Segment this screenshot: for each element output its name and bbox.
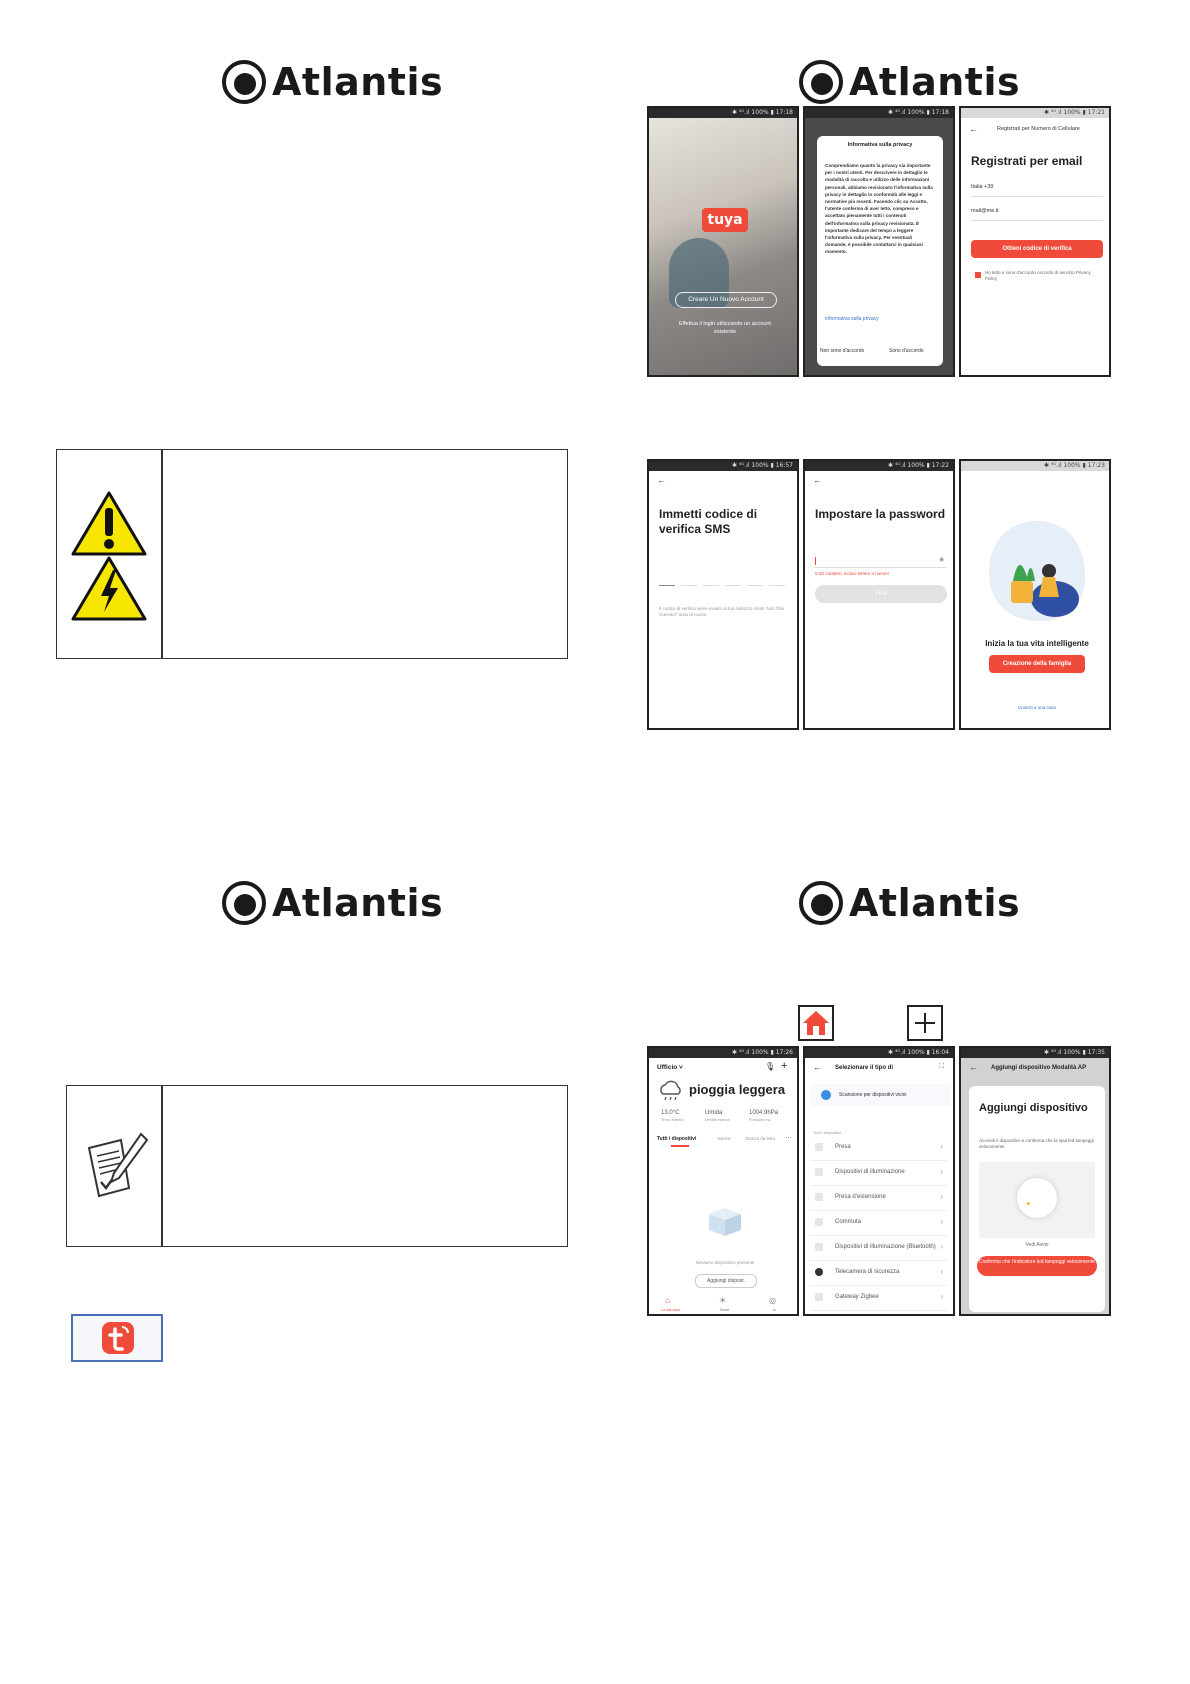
temp-label: Temp. esterna — [661, 1118, 684, 1122]
phone-welcome-home-screen — [959, 459, 1111, 730]
device-bulb-icon — [1017, 1178, 1057, 1218]
brand-logo — [799, 878, 1020, 928]
confirm-blink-button[interactable]: Conferma che l'indicatore led lampeggi velocemente — [977, 1256, 1097, 1276]
nav-me-label[interactable]: Io — [773, 1308, 776, 1312]
country-selector[interactable]: Italia +39 — [971, 184, 994, 190]
tuya-app-icon-frame — [71, 1314, 163, 1362]
mic-icon[interactable]: 🎙 — [765, 1062, 776, 1071]
power-strip-icon — [815, 1193, 823, 1201]
back-arrow-icon[interactable]: ← — [969, 124, 978, 134]
phone-welcome-screen — [647, 106, 799, 377]
chevron-right-icon: › — [940, 1242, 943, 1251]
privacy-dialog — [817, 136, 943, 366]
tab-all-devices[interactable]: Tutti i dispositivi — [657, 1136, 697, 1142]
logo-circle-icon — [799, 881, 843, 925]
nav-title: Selezionare il tipo di — [835, 1065, 894, 1071]
plus-icon-frame — [907, 1005, 943, 1041]
finish-button[interactable]: Fine — [815, 585, 947, 603]
brand-name: Atlantis — [849, 60, 1021, 104]
phone-home-screen — [647, 1046, 799, 1316]
sms-hint: Il codice di verifica viene inviato al tuo indirizzo email. Non l'hai ricevuto? Invia di nuovo — [659, 606, 784, 617]
page-title: Impostare la password — [815, 507, 946, 521]
add-device-card — [969, 1086, 1105, 1312]
tuya-app-icon — [101, 1321, 135, 1355]
logo-circle-icon — [222, 60, 266, 104]
nav-smart-icon[interactable]: ☀ — [719, 1296, 727, 1305]
status-bar: ✱ ⁴ᴳ.ıl 100% ▮ 17:35 — [961, 1048, 1109, 1058]
create-family-button[interactable]: Creazione della famiglia — [989, 655, 1085, 673]
bulb-icon — [815, 1168, 823, 1176]
warning-notice-box — [56, 449, 568, 659]
family-selector[interactable]: Ufficio ˅ — [657, 1064, 683, 1071]
status-bar: ✱ ⁴ᴳ.ıl 100% ▮ 17:23 — [961, 461, 1109, 471]
background-photo — [649, 118, 799, 377]
logo-circle-icon — [222, 881, 266, 925]
terms-text: Ho letto e sono d'accordo Accordo di servizio Privacy Policy — [985, 270, 1091, 281]
page-title: Inizia la tua vita intelligente — [985, 639, 1089, 648]
phone-privacy-screen — [803, 106, 955, 377]
warning-triangle-icon — [71, 490, 147, 622]
chevron-right-icon: › — [940, 1267, 943, 1276]
status-bar: ✱ ⁴ᴳ.ıl 100% ▮ 17:26 — [649, 1048, 797, 1058]
agree-button[interactable]: Sono d'accordo — [889, 348, 924, 354]
bluetooth-icon — [821, 1090, 831, 1100]
privacy-title: Informativa sulla privacy — [847, 142, 913, 148]
device-preview — [979, 1162, 1095, 1238]
brand-logo — [222, 878, 443, 928]
back-arrow-icon[interactable]: ← — [969, 1062, 978, 1072]
weather-title: pioggia leggera — [689, 1082, 786, 1097]
device-type-item[interactable]: Dispositivi di illuminazione › — [811, 1161, 947, 1186]
pressure-label: Pressione est. — [749, 1118, 772, 1122]
phone-add-device-screen — [959, 1046, 1111, 1316]
scan-qr-icon[interactable]: ⛶ — [939, 1063, 944, 1070]
eye-icon[interactable]: ◉ — [939, 557, 945, 563]
device-type-item[interactable]: Telecamera di sicurezza › — [811, 1261, 947, 1286]
create-account-button[interactable]: Creare Un Nuovo Account — [675, 292, 777, 308]
page-title: Immetti codice di verifica SMS — [659, 507, 758, 536]
phone-sms-screen — [647, 459, 799, 730]
device-type-item[interactable]: Commuta › — [811, 1211, 947, 1236]
brand-logo — [222, 57, 443, 107]
brand-name: Atlantis — [272, 60, 444, 104]
nav-title: Aggiungi dispositivo Modalità AP — [991, 1065, 1087, 1071]
status-bar: ✱ ⁴ᴳ.ıl 100% ▮ 17:18 — [649, 108, 797, 118]
home-icon-frame — [798, 1005, 834, 1041]
password-hint: 6-20 caratteri, inclusi lettere e numeri — [815, 571, 890, 576]
chevron-right-icon: › — [940, 1142, 943, 1151]
rain-cloud-icon — [657, 1080, 683, 1102]
chevron-right-icon: › — [940, 1217, 943, 1226]
email-field[interactable]: mail@me.it — [971, 208, 999, 214]
status-bar: ✱ ⁴ᴳ.ıl 100% ▮ 17:18 — [805, 108, 953, 118]
plug-icon — [815, 1143, 823, 1151]
status-bar: ✱ ⁴ᴳ.ıl 100% ▮ 17:21 — [961, 108, 1109, 118]
pressure-value: 1004.9hPa — [749, 1110, 779, 1116]
tab-bedroom[interactable]: Stanza da letto — [745, 1136, 776, 1141]
nav-smart-label[interactable]: Smart — [720, 1308, 730, 1312]
nav-me-icon[interactable]: ◎ — [769, 1296, 776, 1305]
brand-logo — [799, 57, 1020, 107]
chevron-right-icon: › — [940, 1167, 943, 1176]
status-bar: ✱ ⁴ᴳ.ıl 100% ▮ 17:22 — [805, 461, 953, 471]
nav-home-label[interactable]: La mia casa — [661, 1308, 680, 1312]
status-bar: ✱ ⁴ᴳ.ıl 100% ▮ 16:04 — [805, 1048, 953, 1058]
back-arrow-icon[interactable]: ← — [813, 475, 822, 485]
section-label: Tutti i dispositivi — [813, 1130, 842, 1135]
phone-register-screen — [959, 106, 1111, 377]
privacy-link[interactable]: Informativa sulla privacy — [825, 316, 879, 322]
login-link[interactable]: Effettua il login utilizzando un account esistente — [679, 321, 771, 335]
gateway-icon — [815, 1293, 823, 1301]
back-arrow-icon[interactable]: ← — [813, 1062, 822, 1072]
nav-home-icon[interactable]: ⌂ — [665, 1296, 670, 1305]
camera-icon — [815, 1268, 823, 1276]
switch-icon — [815, 1218, 823, 1226]
tab-salone[interactable]: Salone — [717, 1136, 732, 1141]
scan-nearby-row[interactable] — [811, 1084, 951, 1106]
note-icon — [83, 1130, 149, 1202]
brand-name: Atlantis — [849, 881, 1021, 925]
privacy-body: Comprendiamo quanto la privacy sia importante per i nostri utenti. Per descrivere in dettaglio le modalità di raccolta e utilizzo delle informazioni personali, abbiamo revisionato l'informativa sulla privacy in dettaglio in conformità alle leggi e normative più recenti. Facendo clic su Accetto, l'utente conferma di aver letto, compreso e accettato pienamente tutti i contenuti dell'informativa sulla privacy revisionata. È importante dedicare del tempo a leggere l'informativa sulla privacy. Per eventuali domande, è possibile contattarci in qualsiasi momento. — [825, 163, 933, 255]
more-icon[interactable]: ⋯ — [785, 1135, 792, 1142]
device-type-item[interactable]: Gateway Zigbee › — [811, 1286, 947, 1311]
page-title: Registrati per email — [971, 154, 1083, 168]
chevron-right-icon: › — [940, 1192, 943, 1201]
device-type-item[interactable]: Presa d'estensione › — [811, 1186, 947, 1211]
empty-box-icon — [705, 1204, 745, 1238]
phone-password-screen — [803, 459, 955, 730]
device-type-item[interactable]: Dispositivi di illuminazione (Bluetooth) › — [811, 1236, 947, 1261]
bulb-bluetooth-icon — [815, 1243, 823, 1251]
disagree-button[interactable]: Non sono d'accordo — [820, 348, 865, 354]
tuya-logo: tuya — [702, 208, 748, 232]
humidity-value: Umida — [705, 1110, 723, 1116]
scan-label: Scansione per dispositivi vicini — [839, 1092, 907, 1098]
add-icon[interactable]: + — [781, 1060, 788, 1072]
get-code-button[interactable]: Ottieni codice di verifica — [971, 240, 1103, 258]
back-arrow-icon[interactable]: ← — [657, 475, 666, 485]
phone-select-device-screen — [803, 1046, 955, 1316]
logo-circle-icon — [799, 60, 843, 104]
device-type-item[interactable]: Presa › — [811, 1136, 947, 1161]
smart-life-illustration — [977, 511, 1097, 631]
add-device-button[interactable]: Aggiungi dispost. — [695, 1274, 757, 1288]
card-description: Accendi il dispositivo e conferma che la spia led lampeggi velocemente — [979, 1138, 1094, 1149]
plus-icon — [912, 1010, 938, 1036]
nav-title: Registrati per Numero di Cellulare — [997, 126, 1080, 132]
terms-checkbox[interactable] — [975, 272, 981, 278]
blink-label[interactable]: Vedi Avvio — [1025, 1242, 1049, 1248]
join-home-link[interactable]: Unisciti a una casa — [1018, 705, 1056, 710]
humidity-label: Umidità esterna — [705, 1118, 730, 1122]
home-icon — [802, 1009, 830, 1037]
note-notice-box — [66, 1085, 568, 1247]
brand-name: Atlantis — [272, 881, 444, 925]
status-bar: ✱ ⁴ᴳ.ıl 100% ▮ 16:57 — [649, 461, 797, 471]
empty-message: Nessuno dispositivo presente — [695, 1260, 755, 1265]
temp-value: 13.0°C — [661, 1110, 680, 1116]
card-heading: Aggiungi dispositivo — [979, 1102, 1088, 1114]
chevron-right-icon: › — [940, 1292, 943, 1301]
